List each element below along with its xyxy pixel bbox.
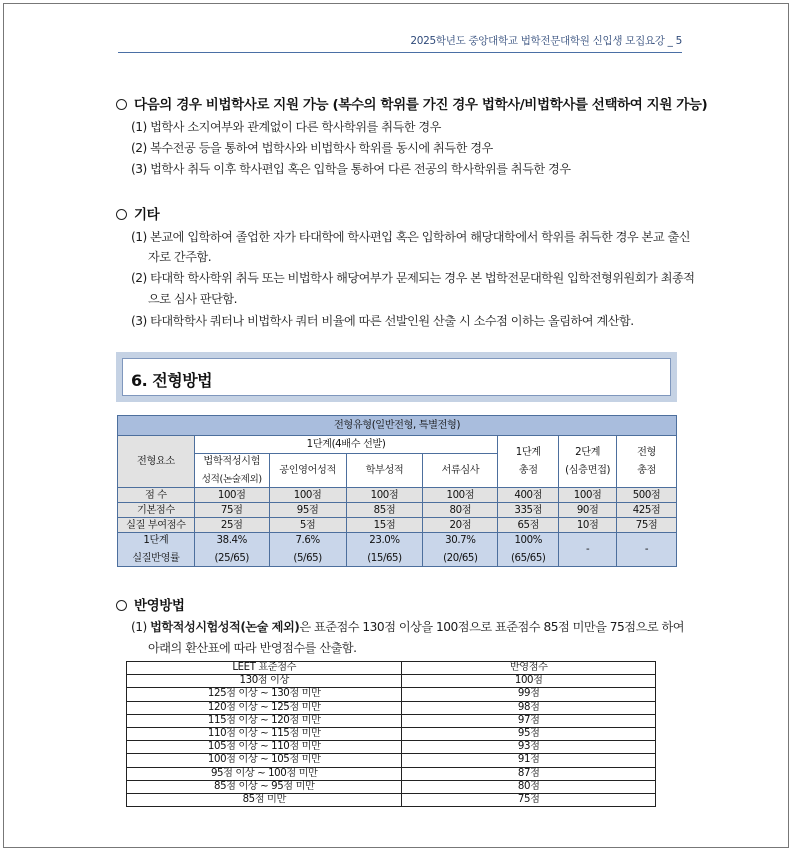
table-cell: 80점 [402, 780, 656, 793]
cell-line: (5/65) [293, 553, 322, 564]
table-cell: 100점 [402, 675, 656, 688]
row-label: 실질 부여점수 [118, 518, 195, 533]
table-cell: 5점 [269, 518, 346, 533]
table-cell: 85점 미만 [127, 793, 402, 806]
cell-line: 1단계 [143, 535, 169, 546]
table-cell: 98점 [402, 701, 656, 714]
table-cell: - [559, 533, 617, 567]
circle-bullet-icon [116, 209, 127, 220]
table-cell: 65점 [498, 518, 559, 533]
table-row [127, 688, 656, 701]
table-cell: 75점 [194, 503, 269, 518]
table-cell: 100점 [194, 488, 269, 503]
list-item [131, 618, 684, 635]
section-heading-text: 기타 [134, 207, 160, 223]
cell-line: 법학적성시험 [203, 456, 261, 467]
table-header-cell: LEET 표준점수 [127, 662, 402, 675]
cell-line: (65/65) [510, 553, 546, 564]
table-cell: 90점 [559, 503, 617, 518]
table-row [127, 780, 656, 793]
cell-line: (20/65) [443, 553, 478, 564]
table-row [127, 714, 656, 727]
table-row [127, 741, 656, 754]
table-header-gpa: 학부성적 [346, 454, 423, 488]
table-cell: 85점 이상 ~ 95점 미만 [127, 780, 402, 793]
table-cell: 130점 이상 [127, 675, 402, 688]
cell-line: 1단계 [515, 447, 541, 458]
cell-line: 성적(논술제외) [201, 474, 262, 485]
leet-conversion-table [126, 661, 656, 807]
list-item: (2) 복수전공 등을 통하여 법학사와 비법학사 학위를 동시에 취득한 경우 [131, 141, 493, 155]
cell-line: 총점 [518, 465, 538, 476]
table-cell: 400점 [498, 488, 559, 503]
table-header-stage1-total [498, 436, 559, 488]
table-cell: 20점 [423, 518, 498, 533]
cell-line: 실질반영률 [132, 553, 180, 564]
table-cell: 99점 [402, 688, 656, 701]
table-header-leet [194, 454, 269, 488]
table-cell: 10점 [559, 518, 617, 533]
section-heading-text: 다음의 경우 비법학사로 지원 가능 (복수의 학위를 가진 경우 법학사/비법학사를 선택하여 지원 가능) [134, 97, 708, 113]
table-cell: 95점 이상 ~ 100점 미만 [127, 767, 402, 780]
table-cell: 335점 [498, 503, 559, 518]
table-cell: 87점 [402, 767, 656, 780]
table-cell: 100점 [423, 488, 498, 503]
table-cell: 100점 [559, 488, 617, 503]
page-header: 2025학년도 중앙대학교 법학전문대학원 신입생 모집요강 _ 5 [410, 35, 682, 47]
table-header-row [127, 662, 656, 675]
table-cell: 93점 [402, 741, 656, 754]
table-cell: 75점 [402, 793, 656, 806]
table-row [127, 701, 656, 714]
list-item-continuation: 아래의 환산표에 따라 반영점수를 산출함. [148, 641, 357, 655]
table-row [127, 767, 656, 780]
table-cell [423, 533, 498, 567]
table-header-stage2 [559, 436, 617, 488]
list-item: (1) 법학사 소지여부와 관계없이 다른 학사학위를 취득한 경우 [131, 120, 441, 134]
table-header-english: 공인영어성적 [269, 454, 346, 488]
row-label: 기본점수 [118, 503, 195, 518]
table-row [118, 518, 677, 533]
table-row [127, 675, 656, 688]
table-row [127, 727, 656, 740]
table-cell: 425점 [617, 503, 677, 518]
table-row [118, 488, 677, 503]
section-title: 6. 전형방법 [131, 371, 213, 390]
table-cell [269, 533, 346, 567]
section-title-box [116, 352, 677, 402]
table-cell: 15점 [346, 518, 423, 533]
table-cell: 120점 이상 ~ 125점 미만 [127, 701, 402, 714]
cell-line: (25/65) [214, 553, 249, 564]
section-heading-non-law [116, 93, 707, 113]
cell-line: 2단계 [575, 447, 601, 458]
table-cell [194, 533, 269, 567]
cell-line: 총점 [637, 465, 656, 476]
list-item: (3) 타대학학사 쿼터나 비법학사 쿼터 비율에 따른 선발인원 산출 시 소수점 이하는 올림하여 계산함. [131, 314, 634, 328]
table-cell [346, 533, 423, 567]
table-cell: 105점 이상 ~ 110점 미만 [127, 741, 402, 754]
list-item: (3) 법학사 취득 이후 학사편입 혹은 입학을 통하여 다른 전공의 학사학위를 취득한 경우 [131, 162, 571, 176]
section-title-inner [122, 358, 671, 396]
table-header-docs: 서류심사 [423, 454, 498, 488]
row-label: 점 수 [118, 488, 195, 503]
row-label [118, 533, 195, 567]
circle-bullet-icon [116, 99, 127, 110]
cell-line: 30.7% [445, 535, 476, 546]
item-text: 은 표준점수 130점 이상을 100점으로 표준점수 85점 미만을 75점으로 하여 [299, 620, 685, 634]
table-header-element: 전형요소 [118, 436, 195, 488]
table-cell: 115점 이상 ~ 120점 미만 [127, 714, 402, 727]
table-cell: 97점 [402, 714, 656, 727]
list-item: (2) 타대학 학사학위 취득 또는 비법학사 해당여부가 문제되는 경우 본 법학전문대학원 입학전형위원회가 최종적 [131, 271, 695, 285]
table-cell: 95점 [269, 503, 346, 518]
cell-line: 38.4% [216, 535, 247, 546]
cell-line: 23.0% [369, 535, 400, 546]
item-number: (1) [131, 620, 151, 634]
table-cell: 75점 [617, 518, 677, 533]
table-cell: 100점 [346, 488, 423, 503]
table-header-type: 전형유형(일반전형, 특별전형) [118, 416, 677, 436]
table-cell: 100점 [269, 488, 346, 503]
table-cell [498, 533, 559, 567]
cell-line: 7.6% [295, 535, 320, 546]
table-row [127, 793, 656, 806]
table-cell: - [617, 533, 677, 567]
selection-method-table [117, 415, 677, 567]
table-header-cell: 반영점수 [402, 662, 656, 675]
cell-line: (15/65) [367, 553, 402, 564]
header-rule [118, 52, 682, 53]
circle-bullet-icon [116, 600, 127, 611]
list-item-continuation: 자로 간주함. [148, 250, 212, 264]
table-cell: 85점 [346, 503, 423, 518]
table-cell: 91점 [402, 754, 656, 767]
list-item: (1) 본교에 입학하여 졸업한 자가 타대학에 학사편입 혹은 입학하여 해당대학에서 학위를 취득한 경우 본교 출신 [131, 230, 691, 244]
table-header-stage1: 1단계(4배수 선발) [194, 436, 497, 454]
cell-line: (심층면접) [565, 465, 611, 476]
table-row [118, 503, 677, 518]
table-cell: 500점 [617, 488, 677, 503]
table-cell: 80점 [423, 503, 498, 518]
cell-line: 100% [514, 535, 542, 546]
section-heading-reflect [116, 594, 185, 614]
table-cell: 125점 이상 ~ 130점 미만 [127, 688, 402, 701]
section-heading-etc [116, 203, 159, 223]
table-row [127, 754, 656, 767]
table-cell: 100점 이상 ~ 105점 미만 [127, 754, 402, 767]
item-bold-text: 법학적성시험성적(논술 제외) [150, 620, 300, 634]
table-cell: 95점 [402, 727, 656, 740]
table-header-total [617, 436, 677, 488]
table-row-ratio [118, 533, 677, 567]
table-cell: 110점 이상 ~ 115점 미만 [127, 727, 402, 740]
list-item-continuation: 으로 심사 판단함. [148, 292, 238, 306]
section-heading-text: 반영방법 [134, 598, 185, 614]
table-cell: 25점 [194, 518, 269, 533]
cell-line: 전형 [637, 447, 656, 458]
